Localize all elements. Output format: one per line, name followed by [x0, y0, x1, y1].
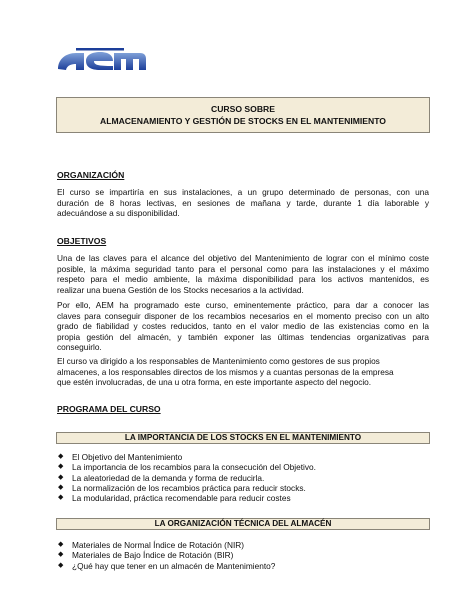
diamond-bullet-icon: ◆ — [58, 561, 64, 569]
objetivos-paragraph-1 — [57, 253, 429, 295]
aem-logo — [56, 39, 148, 73]
course-title-line2: ALMACENAMIENTO Y GESTIÓN DE STOCKS EN EL MANTENIMIENTO — [99, 115, 386, 126]
diamond-bullet-icon: ◆ — [58, 551, 64, 559]
text-line: respeto para el medio ambiente, la máxima disponibilidad para los activos mantenidos, es — [57, 274, 429, 284]
list-item — [58, 561, 275, 571]
text-line: grado de fiabilidad y costes reducidos, tanto en el valor medio de las existencias como en la — [57, 321, 429, 331]
course-title-line1: CURSO SOBRE — [211, 104, 275, 114]
text-line: claves para conseguir disponer de los recambios necesarios en el momento preciso con un alto — [57, 310, 429, 321]
text-line: duración de 8 horas lectivas, en sesiones de mañana y tarde, durante 1 día laborable y — [57, 197, 429, 208]
diamond-bullet-icon: ◆ — [58, 541, 64, 548]
list-item-text: La normalización de los recambios práctica para reducir stocks. — [72, 482, 306, 493]
organizacion-paragraph — [57, 187, 429, 219]
text-line: que estén involucradas, de una u otra forma, en este importante aspecto del negocio. — [57, 377, 372, 387]
list-item-text: Materiales de Bajo Índice de Rotación (BIR) — [72, 550, 234, 561]
section-organizacion-almacen: LA ORGANIZACIÓN TÉCNICA DEL ALMACÉN — [56, 518, 430, 530]
diamond-bullet-icon: ◆ — [58, 463, 64, 471]
text-line: Una de las claves para el alcance del objetivo del Mantenimiento de lograr con el mínimo coste — [57, 253, 429, 263]
list-item — [58, 473, 316, 483]
list-item-text: La aleatoriedad de la demanda y forma de reducirla. — [72, 472, 265, 483]
text-line: realizar una buena Gestión de los Stocks necesarios a la actividad. — [57, 284, 304, 295]
diamond-bullet-icon: ◆ — [58, 453, 64, 460]
section1-bullet-list — [58, 452, 316, 503]
list-item-text: La modularidad, práctica recomendable para reducir costes — [72, 493, 291, 504]
text-line: El curso va dirigido a los responsables de Mantenimiento como gestores de sus propios — [57, 356, 380, 366]
diamond-bullet-icon: ◆ — [58, 473, 64, 481]
text-line: posible, la máxima seguridad tanto para el personal como para las instalaciones y el máximo — [57, 263, 429, 274]
list-item-text: Materiales de Normal Índice de Rotación (NIR) — [72, 540, 244, 550]
course-title-box — [56, 97, 430, 133]
list-item — [58, 483, 316, 493]
list-item-text: El Objetivo del Mantenimiento — [72, 452, 183, 462]
list-item-text: ¿Qué hay que tener en un almacén de Mantenimiento? — [72, 560, 276, 571]
text-line: almacenes, a los responsables directos de los mismos y a cuantas personas de la empresa — [57, 366, 394, 377]
text-line: conseguirlo. — [57, 342, 102, 352]
objetivos-paragraph-2 — [57, 300, 429, 353]
list-item — [58, 540, 275, 550]
section2-bullet-list — [58, 540, 275, 571]
objetivos-paragraph-3 — [57, 356, 429, 388]
diamond-bullet-icon: ◆ — [58, 494, 64, 502]
diamond-bullet-icon: ◆ — [58, 483, 64, 491]
text-line: propia gestión del almacén, y también exponer las últimas tendencias organizativas para — [57, 331, 429, 342]
objetivos-heading: OBJETIVOS — [57, 236, 107, 246]
list-item — [58, 550, 275, 560]
programa-heading: PROGRAMA DEL CURSO — [57, 404, 161, 414]
list-item — [58, 452, 316, 462]
list-item — [58, 462, 316, 472]
text-line: adecuándose a su disponibilidad. — [57, 208, 180, 218]
text-line: Por ello, AEM ha programado este curso, eminentemente práctico, para dar a conocer las — [57, 300, 429, 310]
section-importancia-stocks: LA IMPORTANCIA DE LOS STOCKS EN EL MANTENIMIENTO — [56, 432, 430, 444]
text-line: El curso se impartiría en sus instalaciones, a un grupo determinado de personas, con una — [57, 187, 429, 197]
organizacion-heading: ORGANIZACIÓN — [57, 170, 125, 180]
list-item — [58, 493, 316, 503]
list-item-text: La importancia de los recambios para la consecución del Objetivo. — [72, 462, 316, 473]
